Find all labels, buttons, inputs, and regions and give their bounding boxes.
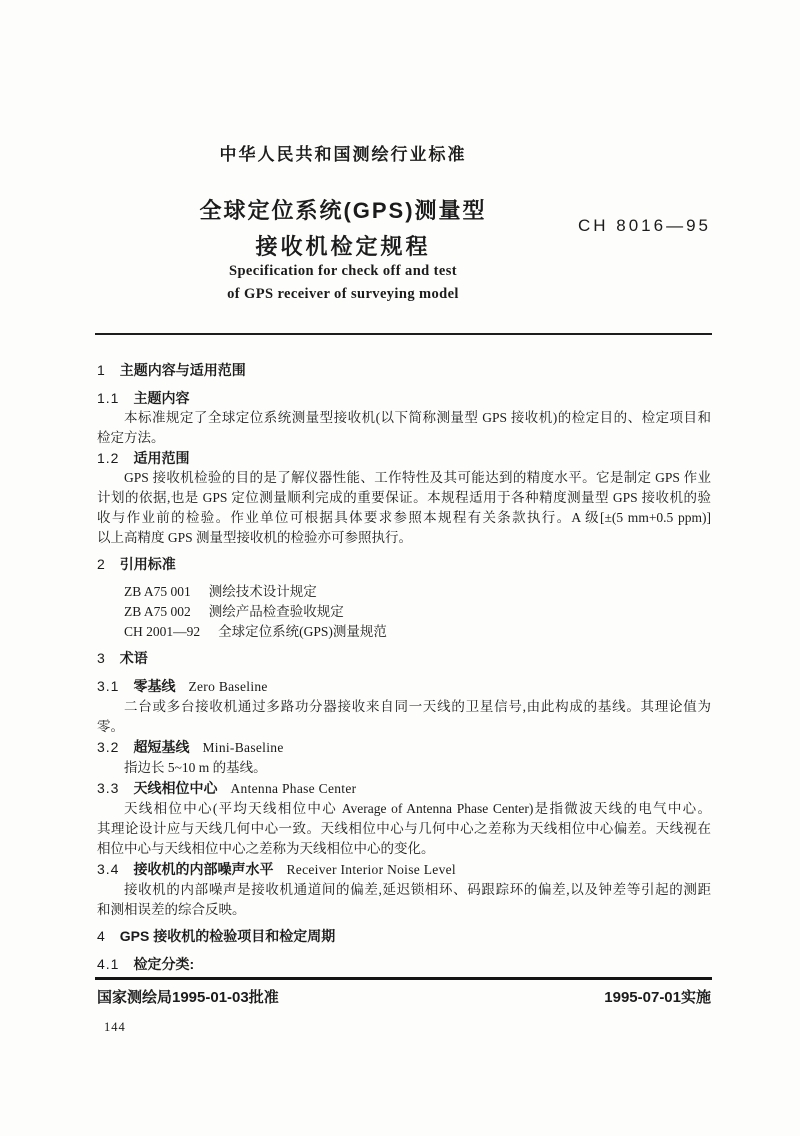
section-number: 2 — [97, 556, 106, 572]
clause-title: 适用范围 — [133, 450, 190, 466]
section-number: 3 — [97, 650, 106, 666]
reference-item — [97, 582, 711, 602]
section-2-heading — [97, 554, 711, 574]
paragraph-line: 接收机的内部噪声是接收机通道间的偏差,延迟锁相环、码跟踪环的偏差,以及钟差等引起的测距 — [124, 882, 711, 897]
paragraph-line: 和测相误差的综合反映。 — [97, 902, 246, 917]
clause-title-zh: 超短基线 — [133, 739, 190, 755]
clause-1-2-heading — [97, 448, 711, 468]
reference-code: ZB A75 002 — [124, 604, 191, 619]
clause-number: 3.2 — [97, 739, 120, 755]
clause-3-3-heading — [97, 778, 711, 799]
reference-name: 测绘技术设计规定 — [208, 584, 317, 599]
section-number: 1 — [97, 362, 106, 378]
footer-divider — [95, 977, 712, 980]
paragraph-line: 相位中心与天线相位中心之差称为天线相位中心的变化。 — [97, 841, 435, 856]
approval-text: 国家测绘局1995-01-03批准 — [97, 989, 279, 1006]
section-number: 4 — [97, 928, 106, 944]
paragraph-line: 本标准规定了全球定位系统测量型接收机(以下简称测量型 GPS 接收机)的检定目的、检定项目和 — [124, 410, 711, 425]
section-title: 主题内容与适用范围 — [119, 362, 246, 378]
section-1-heading — [97, 360, 711, 380]
standard-code: CH 8016—95 — [578, 216, 712, 235]
document-body — [97, 354, 711, 974]
section-title: 引用标准 — [119, 556, 176, 572]
clause-number: 1.1 — [97, 390, 120, 406]
document-title-en-line2: of GPS receiver of surveying model — [227, 286, 459, 302]
section-title: 术语 — [119, 650, 148, 666]
clause-number: 4.1 — [97, 956, 120, 972]
implementation-text: 1995-07-01实施 — [604, 989, 711, 1006]
clause-3-4-heading — [97, 859, 711, 880]
paragraph-line: 计划的依据,也是 GPS 定位测量顺利完成的重要保证。本规程适用于各种精度测量型 GPS 接收机的验 — [97, 490, 711, 505]
header-divider — [95, 333, 712, 335]
reference-name: 全球定位系统(GPS)测量规范 — [218, 624, 387, 639]
clause-3-2-heading — [97, 737, 711, 758]
clause-title-zh: 零基线 — [133, 678, 176, 694]
clause-title-zh: 天线相位中心 — [133, 780, 218, 796]
clause-title-zh: 接收机的内部噪声水平 — [133, 861, 274, 877]
reference-name: 测绘产品检查验收规定 — [208, 604, 344, 619]
paragraph-line: 指边长 5~10 m 的基线。 — [124, 760, 267, 775]
paragraph-line: 收与作业前的检验。作业单位可根据具体要求参照本规程有关条款执行。A 级[±(5 mm+0.5 ppm)] — [97, 510, 711, 525]
footer — [97, 986, 711, 1007]
clause-number: 3.3 — [97, 780, 120, 796]
clause-title: 主题内容 — [133, 390, 190, 406]
clause-number: 3.4 — [97, 861, 120, 877]
section-3-heading — [97, 648, 711, 668]
clause-title-en: Zero Baseline — [188, 679, 268, 694]
section-title: GPS 接收机的检验项目和检定周期 — [119, 928, 336, 944]
document-title-zh-line1: 全球定位系统(GPS)测量型 — [199, 198, 487, 223]
reference-item — [97, 622, 711, 642]
clause-title-en: Receiver Interior Noise Level — [286, 862, 456, 877]
paragraph-line: GPS 接收机检验的目的是了解仪器性能、工作特性及其可能达到的精度水平。它是制定 GPS 作业 — [124, 470, 711, 485]
reference-code: CH 2001—92 — [124, 624, 201, 639]
clause-title: 检定分类: — [133, 956, 195, 972]
reference-item — [97, 602, 711, 622]
clause-3-1-heading — [97, 676, 711, 697]
clause-title-en: Mini-Baseline — [202, 740, 284, 755]
clause-title-en: Antenna Phase Center — [230, 781, 357, 796]
clause-4-1-heading — [97, 954, 711, 974]
paragraph-line: 二台或多台接收机通过多路功分器接收来自同一天线的卫星信号,由此构成的基线。其理论值为 — [124, 699, 711, 714]
paragraph-line: 天线相位中心(平均天线相位中心 Average of Antenna Phase Center)是指微波天线的电气中心。 — [124, 801, 711, 816]
document-title-zh-line2: 接收机检定规程 — [255, 234, 431, 259]
clause-number: 3.1 — [97, 678, 120, 694]
page-number: 144 — [104, 1020, 126, 1034]
paragraph-line: 以上高精度 GPS 测量型接收机的检验亦可参照执行。 — [97, 530, 413, 545]
clause-1-1-heading — [97, 388, 711, 408]
document-title-en-line1: Specification for check off and test — [229, 263, 457, 279]
paragraph-line: 检定方法。 — [97, 430, 165, 445]
paragraph-line: 零。 — [97, 719, 124, 734]
clause-number: 1.2 — [97, 450, 120, 466]
section-4-heading — [97, 926, 711, 946]
paragraph-line: 其理论设计应与天线几何中心一致。天线相位中心与几何中心之差称为天线相位中心偏差。天线视在 — [97, 821, 711, 836]
standard-category: 中华人民共和国测绘行业标准 — [219, 145, 467, 164]
reference-code: ZB A75 001 — [124, 584, 191, 599]
